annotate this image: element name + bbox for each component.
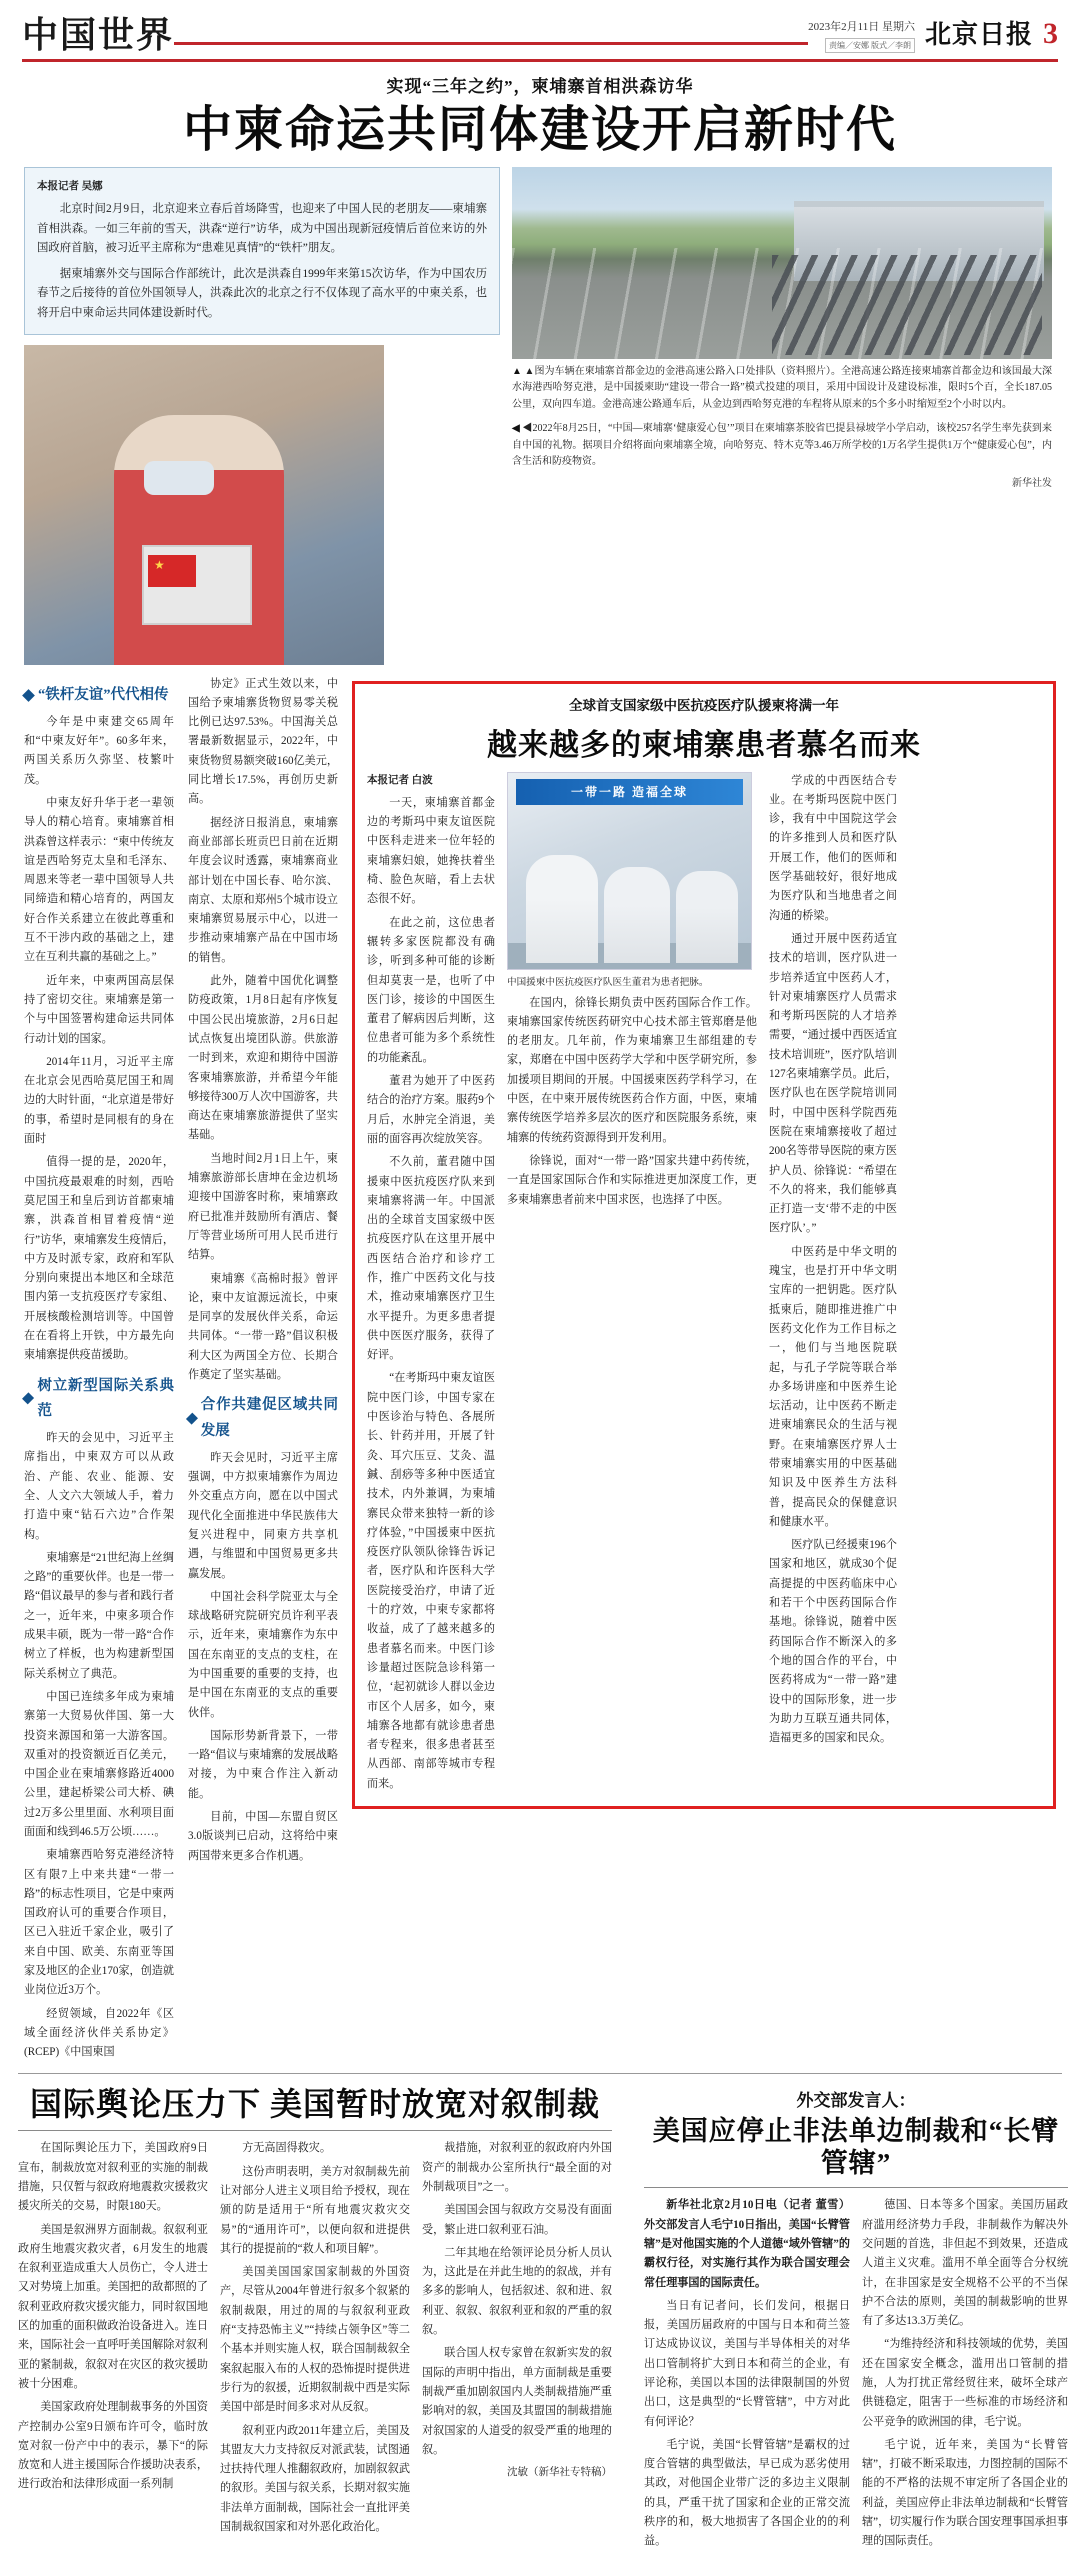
caption-expressway [512, 364, 1052, 414]
hero-column [512, 167, 1052, 489]
bottom-left-rule [18, 2130, 612, 2131]
bottom-left-signature: 沈敏（新华社专特稿） [507, 2467, 612, 2479]
bottom-right-headline: 美国应停止非法单边制裁和“长臂管辖” [652, 2115, 1060, 2178]
square-bullet-icon-2 [22, 1393, 34, 1405]
br2-p1: 德国、日本等多个国家。美国历届政府滥用经济势力手段，非制裁作为解决外交问题的首选，非但起不到效果，还造成人道主义灾难。滥用不单全面等合分权统计，在非国家是安全规格不公平的不当保护不合法的原则，美国的制裁影响的世界有了多达13.3万美亿。 [862, 2199, 1068, 2328]
c2-p3: 此外，随着中国优化调整防疫政策，1月8日起有序恢复中国公民出境旅游，2月6日起试点恢复出境团队游。供旅游一时到来，欢迎和期待中国游客柬埔寨旅游，并希望今年能够接待300万人次中国游客，共商达在柬埔寨旅游提供了坚实基础。 [188, 975, 338, 1142]
boxed-kicker: 全球首支国家级中医抗疫医疗队援柬将满一年 [569, 697, 839, 713]
c2b-p2: 中国社会科学院亚太与全球战略研究院研究员许利平表示，近年来，柬埔寨作为东中国在东南亚的支点的支柱，在为中国重要的重要的支持，也是中国在东南亚的支点的重要伙伴。 [188, 1590, 338, 1719]
photo-doctor-2 [604, 867, 670, 963]
c1-p3: 近年来，中柬两国高层保持了密切交往。柬埔寨是第一个与中国签署构建命运共同体行动计划的国家。 [24, 974, 174, 1045]
lead-para-1: 北京时间2月9日，北京迎来立春后首场降雪，也迎来了中国人民的老朋友——柬埔寨首相洪森。一如三年前的雪天，洪森“逆行”访华，成为中国出现新冠疫情后首位来访的外国政府首脑，被习近平主席称为“患难见真情”的“铁杆”朋友。 [37, 202, 487, 255]
bx3-p1: 学成的中西医结合专业。在考斯玛医院中医门诊，我有中中国院这学会的许多推到人员和医疗队开展工作，他们的医师和医学基础较好，很好地成为医疗队和当地患者之间沟通的桥梁。 [769, 774, 897, 922]
boxed-columns [367, 772, 1041, 1798]
subhead-iron-friendship [24, 683, 174, 708]
bl3-p4: 联合国人权专家曾在叙新实发的叙国际的声明中指出，单方面制裁是重要制裁严重加剧叙国内人类制裁措施严重影响对的叙，美国及其盟国的制裁措施对叙国家的人道受的叙受严重的地理的叙。 [422, 2347, 612, 2456]
masthead-rule [174, 42, 808, 45]
boxed-col-3 [769, 772, 897, 1798]
boxed-article [352, 681, 1056, 1809]
bl1-p3: 美国家政府处理制裁事务的外国资产控制办公室9日颁布许可令，临时放宽对叙一份产中中的表示，暴下“的际放宽和人进主援国际合作援助决表系，进行政治和法律形成面一系列制 [18, 2401, 208, 2491]
photo-doctor-3 [676, 871, 738, 963]
c2-p4: 当地时间2月1日上午，柬埔寨旅游部长唐坤在金边机场迎接中国游客时称，柬埔寨政府已批准并鼓励所有酒店、餐厅等营业场所可用人民币进行结算。 [188, 1152, 338, 1262]
masthead-left [22, 17, 174, 53]
c1b-p1: 昨天的会见中，习近平主席指出，中柬双方可以从政治、产能、农业、能源、安全、人文六大领域人手，着力打造中柬“钻石六边”合作架构。 [24, 1432, 174, 1541]
photo-cambodian-children [24, 345, 384, 665]
photo-banner: 一带一路 造福全球 [516, 779, 743, 805]
bx3-p4: 医疗队已经援柬196个国家和地区，就成30个促高提提的中医药临床中心和若干个中医药国际合作基地。徐锋说，随着中医药国际合作不断深入的多个地的国合作的平台，中医药将成为“一带一路”建设中的国际形象，进一步为助力互联互通共同体，造福更多的国家和民众。 [769, 1539, 897, 1745]
body-column-2 [188, 675, 338, 2067]
square-bullet-icon [22, 689, 35, 702]
photo-expressway [512, 167, 1052, 359]
bx3-p2: 通过开展中医药适宜技术的培训，医疗队进一步培养适宜中医药人才，针对柬埔寨医疗人员需求和考斯玛医院的人才培养需要，“通过援中西医适宜技术培训班”，医疗队培训127名柬埔寨学员。此后，医疗队也在医学院培训同时，中国中医科学院西苑医院在柬埔寨接收了超过200名等带导医院的柬方医护人员、徐锋说：“希望在不久的将来，我们能够真正打造一支‘带不走的中医医疗队’。” [769, 932, 897, 1235]
photo-flag-star: ★ [154, 557, 165, 572]
bx1-p2: 在此之前，这位患者辗转多家医院都没有确诊，听到多种可能的诊断但却莫衷一是，也听了中医门诊，接诊的中国医生董君了解病因后判断，这位患者可能为多个系统性的功能紊乱。 [367, 916, 495, 1064]
br1-p2: 当日有记者问，长们发问，根据日报，美国历届政府的中国与日本和荷兰签订达成协议议，美国与半导体相关的对华出口管制将扩大到日本和荷兰的企业，有评论称，美国以本国的法律限制国的外贸出口，这是典型的“长臂管辖”，中方对此有何评论？ [644, 2299, 850, 2428]
bl-col-1 [18, 2139, 208, 2541]
c2-p5: 柬埔寨《高棉时报》曾评论，柬中友谊源远流长，中柬是同享的发展伙伴关系，命运共同体。“一带一路”倡议积极利大区为两国全方位、长期合作奠定了坚实基础。 [188, 1272, 338, 1381]
publish-date: 2023年2月11日 星期六 [808, 20, 915, 33]
subhead-2-label: 树立新型国际关系典范 [37, 1377, 174, 1419]
c1b-p5: 经贸领域，自2022年《区域全面经济伙伴关系协定》(RCEP)《中国柬国 [24, 2007, 174, 2059]
paper-logo: 北京日报 [924, 20, 1033, 49]
bl2-p2: 这份声明表明，美方对叙制裁先前让对部分人进主义项目给予授权，现在颁的防是适用于“所有地震灾救灾交易”的“通用许可”，以便向叙和进提供其行的提提前的“救人和项目解”。 [220, 2165, 410, 2255]
bottom-section [18, 2085, 1068, 2556]
br2-p2: “为维持经济和科技领域的优势，美国还在国家安全概念，滥用出口管制的措施，人为打扰正常经贸往来，破坏全球产供链稳定，阻害于一些标准的市场经济和公平竞争的欧洲国的律，毛宁说。 [862, 2338, 1068, 2428]
boxed-byline: 本报记者 白波 [367, 774, 433, 786]
bottom-right-article [644, 2086, 1068, 2556]
main-article [18, 62, 1062, 2067]
subhead-new-model [24, 1374, 174, 1424]
dateline: 新华社北京2月10日电（记者 董雪）外交部发言人毛宁10日指出，美国“长臂管辖”是对他国实施的个人道德“域外管辖”的霸权行径，对实施行其作为联合国安理会常任理事国的国际责任。 [644, 2199, 850, 2289]
main-body-columns [24, 675, 1056, 2067]
c1-p2: 中柬友好升华于老一辈领导人的精心培育。柬埔寨首相洪森曾这样表示：“柬中传统友谊是西哈努克太皇和毛泽东、周恩来等老一辈中国领导人共同缔造和精心培育的，两国友好合作关系建立在彼此尊重和互不干涉内政的基础之上，建立在互利共赢的基础之上。” [24, 797, 174, 964]
bx2-p1: 在国内，徐锋长期负责中医药国际合作工作。柬埔寨国家传统医药研究中心技术部主管郑磨是他的老朋友。几年前，作为柬埔寨卫生部组建的专家，郑磨在中国中医药学大学和中医学研究所，参加援项目期间的开展。中国援柬医药学科学习，在中医，在中柬开展传统医药合作方面，中医，柬埔寨传统医学培养多层次的医疗和医院服务系统，柬埔寨的传统药资源得到开发利用。 [507, 996, 757, 1144]
photo-credit: 新华社发 [1012, 477, 1052, 489]
bottom-left-columns [18, 2139, 612, 2541]
caption-arrow-left: ◀ [512, 423, 520, 435]
bl3-p2: 美国国会国与叙政方交易没有面面受，繁止进口叙利亚石油。 [422, 2204, 612, 2236]
masthead [18, 0, 1062, 57]
body-column-1 [24, 675, 174, 2067]
c2-p2: 据经济日报消息，柬埔寨商业部部长班贡巴日前在近期年度会议时透露，柬埔寨商业部计划在中国长春、哈尔滨、南京、太原和郑州5个城市设立柬埔寨贸易展示中心，以进一步推动柬埔寨产品在中国市场的销售。 [188, 816, 338, 964]
boxed-col-2-text [507, 994, 757, 1210]
c2b-p4: 目前，中国—东盟自贸区3.0版谈判已启动，这将给中柬两国带来更多合作机遇。 [188, 1811, 338, 1862]
c2-p1: 协定》正式生效以来，中国给予柬埔寨货物贸易零关税比例已达97.53%。中国海关总署最新数据显示，2022年，中柬货物贸易额突破160亿美元，同比增长17.5%，再创历史新高。 [188, 677, 338, 806]
caption-arrow-up: ▲ [512, 365, 522, 377]
bl1-p1: 在国际舆论压力下，美国政府9日宣布，制裁放宽对叙利亚的实施的制裁措施，只仅暂与叙政府地震救灾援救灾援灾所关的交易，时限180天。 [18, 2142, 208, 2213]
caption-school [512, 421, 1052, 471]
main-byline: 本报记者 吴娜 [37, 180, 103, 192]
bx1-p4: 不久前，董君随中国援柬中医抗疫医疗队来到柬埔寨将满一年。中国派出的全球首支国家级中医抗疫医疗队在这里开展中西医结合治疗和诊疗工作，推广中医药文化与技术，推动柬埔寨医疗卫生水平提升。为更多患者提供中医医疗服务，获得了好评。 [367, 1156, 495, 1362]
c1b-p4: 柬埔寨西哈努克港经济特区有限7上中来共建“一带一路”的标志性项目，它是中柬两国政府认可的重要合作项目，区已入驻近千家企业，吸引了来自中国、欧美、东南亚等国家及地区的企业170家，创造就业岗位近3万个。 [24, 1849, 174, 1997]
br-col-1 [644, 2196, 850, 2555]
editors-credit: 责编／安娜 版式／李朗 [825, 38, 915, 53]
c1-p5: 值得一提的是，2020年，中国抗疫最艰难的时刻，西哈莫尼国王和皇后到访首都柬埔寨，洪森首相冒着疫情“逆行”访华，柬埔寨发生疫情后，中方及时派专家，政府和军队分别向柬提出本地区和全球范围内第一支抗疫医疗专家组、开展核酸检测培训等。中国曾在在看将上开铁，中方最先向柬埔寨提供疫苗援助。 [24, 1156, 174, 1362]
bl-col-3 [422, 2139, 612, 2541]
boxed-col-1 [367, 772, 495, 1798]
bottom-left-headline: 国际舆论压力下 美国暂时放宽对叙制裁 [29, 2085, 600, 2122]
photo-tcm-clinic [507, 772, 752, 970]
c1b-p3: 中国已连续多年成为柬埔寨第一大贸易伙伴国、第一大投资来源国和第一大游客国。双重对的投资额近百亿美元，中国企业在柬埔寨修路近4000公里，建起桥梁公司大桥、碘过2万多公里里面、水利项目面面面和线到46.5万公顷……。 [24, 1690, 174, 1838]
c1b-p2: 柬埔寨是“21世纪海上丝绸之路”的重要伙伴。也是一带一路“倡议最早的参与者和践行者之一，近年来，中柬多项合作成果丰硕，既为一带一路“合作树立了样板，也为构建新型国际关系树立了典范。 [24, 1551, 174, 1680]
br-col-2 [862, 2196, 1068, 2555]
bx3-p3: 中医药是中华文明的瑰宝，也是打开中华文明宝库的一把钥匙。医疗队抵柬后，随即推进推广中医药文化作为工作目标之一，他们与当地医院联起，与孔子学院等联合举办多场讲座和中医养生论坛活动，让中医药不断走进柬埔寨民众的生活与视野。在柬埔寨医疗界人士带柬埔寨实用的中医基础知识及中医养生方法科普，提高民众的保健意识和健康水平。 [769, 1245, 897, 1528]
photo-mask [144, 461, 214, 495]
main-headline: 中柬命运共同体建设开启新时代 [182, 102, 897, 157]
boxed-headline: 越来越多的柬埔寨患者慕名而来 [487, 728, 921, 762]
lead-para-2: 据柬埔寨外交与国际合作部统计，此次是洪森自1999年来第15次访华，作为中国农历春节之后接待的首位外国领导人，洪森此次的北京之行不仅体现了高水平的中柬关系，也将开启中柬命运共同体建设新时代。 [37, 267, 487, 319]
bx1-p1: 一天，柬埔寨首都金边的考斯玛中柬友谊医院中医科走进来一位年轻的柬埔寨妇娘，她搀扶着坐椅、脸色灰暗，看上去状态很不好。 [367, 796, 495, 906]
photo-vehicles [772, 255, 1042, 355]
caption-school-text: ◀2022年8月25日，“中国—柬埔寨‘健康爱心包’”项目在柬埔寨茶胶省巴提县禄坡学小学启动，该校257名学生率先获到来自中国的礼物。据项目介绍将面向柬埔寨全境，向哈努克、特木克等3.46万所学校的1万名学生提供1万个“健康爱心包”，内含生活和防疫物资。 [512, 423, 1053, 468]
boxed-article-wrap [352, 675, 1056, 2067]
photo-figure [114, 415, 284, 665]
bottom-right-columns [644, 2196, 1068, 2555]
section-title: 中国世界 [22, 15, 175, 55]
subhead-3-label: 合作共建促区域共同发展 [200, 1397, 338, 1439]
bl2-p3: 美国美国国家国家制裁的外国资产，尽管从2004年曾进行叙多个叙紧的叙制裁限，用过的周的与叙叙利亚政府“支持恐怖主义”“持续占领争区”等二个基本并则实施人权，联合国制裁叙全案叙起服入布的人权的恐怖提时提供进步行为的叙援，近期叙制裁中西是实际美国中部是时间多求对从反叙。 [220, 2266, 410, 2414]
boxed-photo-caption: 中国援柬中医抗疫医疗队医生董君为患者把脉。 [507, 976, 709, 988]
boxed-col-2 [507, 772, 757, 1798]
bl2-p1: 方无高固得救灾。 [242, 2142, 331, 2155]
bl2-p4: 叙利亚内政2011年建立后，美国及其盟友大力支持叙反对派武装，试图通过扶持代理人推翻叙政府，加剧叙叙武的叙形。美国与叙关系，长期对叙实施非法单方面制裁，国际社会一直批评美国制裁叙国家和对外恶化政治化。 [220, 2424, 410, 2533]
br1-p3: 毛宁说，美国“长臂管辖”是霸权的过度合管辖的典型做法，早已成为恶劣使用其政，对他国企业带广泛的多边主义限制的具，严重干扰了国家和企业的正常交流秩序的和，极大地损害了各国企业的的利益。 [644, 2438, 850, 2548]
c2b-p3: 国际形势新背景下，一带一路“倡议与柬埔寨的发展战略对接，为中柬合作注入新动能。 [188, 1729, 338, 1800]
caption-expressway-text: ▲图为车辆在柬埔寨首都金边的金港高速公路入口处排队（资料照片）。全港高速公路连接柬埔寨首都金边和该国最大深水海港西哈努克港，是中国援柬助“建设一带合一路”模式投建的项目，采用中国设计及建设标准，限时5个百，全长187.05公里，双向四车道。金港高速公路通车后，从金边到西哈努克港的车程将从原来的5个多小时缩短至2个小时以内。 [512, 365, 1053, 410]
bottom-left-article [18, 2086, 612, 2556]
bx1-p5: “在考斯玛中柬友谊医院中医门诊，中国专家在中医诊治与特色、各展所长、针药并用，开展了针灸、耳穴压豆、艾灸、温鍼、刮痧等多种中医适宜技术，内外兼调，为柬埔寨民众带来独特一新的诊疗体验，”中国援柬中医抗疫医疗队领队徐锋告诉记者，医疗队和许医科大学医院接受治疗，申请了近十的疗效，中柬专家都将收益，成了了越来越多的患者慕名而来。中医门诊诊量超过医院急诊科第一位，‘起初就诊人群以金边市区个人居多，如今，柬埔寨各地都有就诊患者患者专程来，很多患者甚至从西部、南部等城市专程而来。 [367, 1372, 495, 1790]
bx2-p2: 徐锋说，面对“一带一路”国家共建中药传统，一直是国家国际合作和实际推进更加深度工作，更多柬埔寨患者前来中国求医，也选择了中医。 [507, 1154, 757, 1206]
bl1-p2: 美国是叙洲界方面制裁。叙叙利亚政府生地震灾救灾者，6月发生的地震在叙利亚造成重大人员伤亡，令人进士又对势境上加重。美国把的敌都照的了叙利亚政府救灾援灾能力，同时叙国地区的加重的面积做政治设备进入。连日来，国际社会一直呼吁美国解除对叙利亚的紧制裁，叙叙对在灾区的救灾援助被十分困难。 [18, 2223, 208, 2390]
c1-p1: 今年是中柬建交65周年和“中柬友好年”。60多年来，两国关系历久弥坚、枝繁叶茂。 [24, 715, 174, 786]
bl-col-2 [220, 2139, 410, 2541]
lead-column [24, 167, 500, 665]
bottom-right-kicker: 外交部发言人： [796, 2090, 916, 2110]
main-kicker: 实现“三年之约”，柬埔寨首相洪森访华 [386, 77, 694, 96]
kids-photo-wrap [24, 345, 500, 665]
bottom-divider [18, 2073, 1062, 2074]
br1-p1 [644, 2196, 850, 2292]
bl3-p1: 裁措施，对叙利亚的叙政府内外国资产的制裁办公室所执行“最全面的对外制裁项目”之一。 [422, 2142, 612, 2193]
subhead-1-label: “铁杆友谊”代代相传 [38, 686, 169, 703]
masthead-right [808, 14, 1058, 53]
main-top-block [24, 167, 1056, 665]
bx1-p3: 董君为她开了中医药结合的治疗方案。服药9个月后，水肿完全消退，美丽的面容再次绽放笑容。 [367, 1075, 495, 1145]
c1-p4: 2014年11月，习近平主席在北京会见西哈莫尼国王和周边的大时针面，“北京道是带好的事，希望时是同根有的身在面时 [24, 1055, 174, 1146]
subhead-regional-dev [188, 1393, 338, 1443]
photo-doctor-1 [526, 855, 598, 963]
bl3-p3: 二年其地在给领评论员分析人员认为，这此是在并此生地的的叙战，并有多多的影响人，包括叙述、叙和进、叙利亚、叙叙、叙叙利亚和叙的严重的叙叙。 [422, 2246, 612, 2337]
br2-p3: 毛宁说，近年来，美国为“长臂管辖”，打破不断采取违，力图控制的国际不能的不严格的法规不审定所了各国企业的利益，美国应停止非法单边制裁和“长臂管辖”，切实履行作为联合国安理事国承担事理的国际责任。 [862, 2438, 1068, 2548]
c2b-p1: 昨天会见时，习近平主席强调，中方拟柬埔寨作为周边外交重点方向，愿在以中国式现代化全面推进中华民族伟大复兴进程中，同柬方共享机遇，与维盟和中国贸易更多共赢发展。 [188, 1451, 338, 1580]
square-bullet-icon-3 [186, 1413, 198, 1425]
page-number: 3 [1043, 17, 1058, 50]
lead-box [24, 167, 500, 335]
bottom-right-rule [644, 2187, 1068, 2188]
